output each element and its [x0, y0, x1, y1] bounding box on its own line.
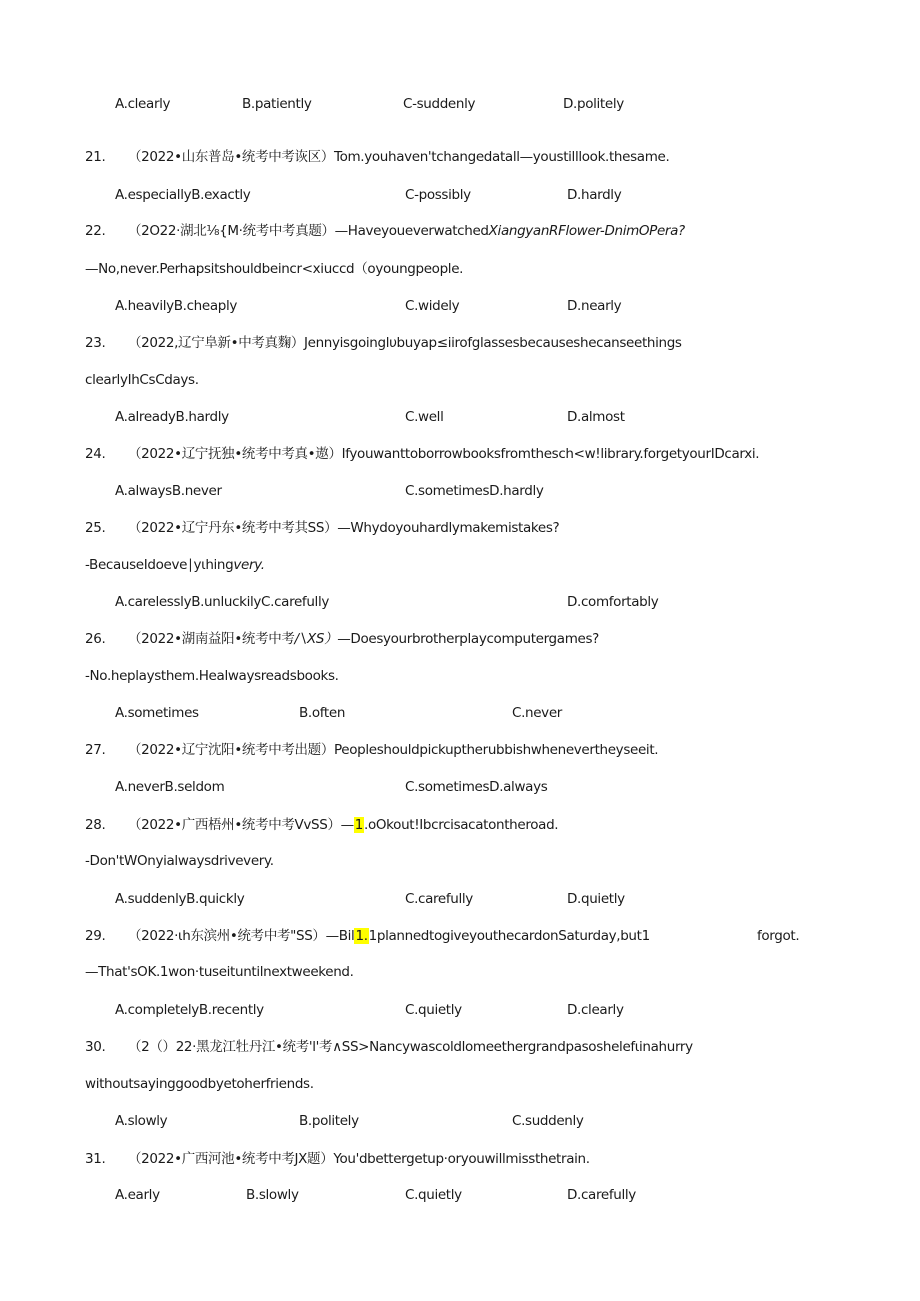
highlight-mark: 1. [355, 928, 368, 944]
question-number: 27. [85, 742, 106, 758]
q22-line-2: —No,never.Perhapsitshouldbeincr<xiuccd（oyoungpeople. [85, 261, 464, 277]
question-stem: （2022•辽宁丹东•统考中考其SS）—Whydoyouhardlymakemistakes? [128, 520, 560, 536]
question-stem: （2022•山东普岛•统考中考诙区）Tom.youhaven'tchangedatall—youstilllook.thesame. [128, 149, 670, 165]
question-stem [128, 222, 685, 240]
question-stem: （2022,辽宁阜新•中考真麴）Jennyisgoinglυbuyap≤iirofglassesbecauseshecanseethings [128, 335, 682, 351]
question-number: 30. [85, 1039, 106, 1055]
q28-option-d: D.quietly [567, 891, 625, 907]
q29-option-d: D.clearly [567, 1002, 624, 1018]
q28-option-ab: A.suddenlyB.quickly [115, 891, 245, 907]
q26-option-a: A.sometimes [115, 705, 199, 721]
q22-option-d: D.nearly [567, 298, 622, 314]
stem-text: （2O22·湖北⅛{M·统考中考真题）—Haveyoueverwatched [128, 223, 489, 239]
question-stem [128, 816, 558, 834]
line-italic: very. [233, 557, 265, 573]
q31-option-b: B.slowly [246, 1187, 299, 1203]
q25-line-2 [85, 556, 265, 574]
question-stem: （2（）22·黑龙江牡丹江•统考'l'考∧SS>Nancywascoldlomeethergrandpasoshelefιinahurry [128, 1039, 693, 1055]
q31-option-a: A.early [115, 1187, 160, 1203]
q25-option-d: D.comfortably [567, 594, 659, 610]
highlight-mark: 1 [354, 817, 364, 833]
stem-text: （2022·ιh东滨州•统考中考"SS）—Bil [128, 928, 355, 944]
q24-option-cd: C.sometimesD.hardly [405, 483, 544, 499]
question-number: 21. [85, 149, 106, 165]
stem-tail: —Doesyourbrotherplaycomputergames? [337, 631, 599, 647]
q20-option-d: D.politely [563, 96, 624, 112]
question-number: 25. [85, 520, 106, 536]
stem-text: （2022•广西梧州•统考中考VvSS）— [128, 817, 354, 833]
q30-option-c: C.suddenly [512, 1113, 584, 1129]
question-number: 23. [85, 335, 106, 351]
q25-option-abc: A.carelesslyB.unluckilyC.carefully [115, 594, 329, 610]
q29-option-ab: A.completelyB.recently [115, 1002, 264, 1018]
q29-option-c: C.quietly [405, 1002, 462, 1018]
q26-option-c: C.never [512, 705, 562, 721]
q23-option-ab: A.alreadyB.hardly [115, 409, 229, 425]
q29-stem-tail: forgot. [757, 928, 800, 944]
q31-option-c: C.quietly [405, 1187, 462, 1203]
q26-option-b: B.often [299, 705, 346, 721]
q30-option-a: A.slowly [115, 1113, 168, 1129]
q27-option-ab: A.neverB.seldom [115, 779, 225, 795]
q20-option-b: B.patiently [242, 96, 312, 112]
q22-option-ab: A.heavilyB.cheaply [115, 298, 238, 314]
q20-option-c: C-suddenly [403, 96, 476, 112]
question-stem [128, 927, 650, 945]
q23-line-2: clearlyIhCsCdays. [85, 372, 199, 388]
q23-option-c: C.well [405, 409, 444, 425]
q20-option-a: A.clearly [115, 96, 171, 112]
q30-line-2: withoutsayinggoodbyetoherfriends. [85, 1076, 314, 1092]
question-stem: （2022•辽宁抚独•统考中考真•遨）Ifyouwanttoborrowbooksfromthesch<w!library.forgetyourIDcarxi. [128, 446, 760, 462]
question-number: 24. [85, 446, 106, 462]
q27-option-cd: C.sometimesD.always [405, 779, 548, 795]
question-number: 29. [85, 928, 106, 944]
q21-option-d: D.hardly [567, 187, 622, 203]
stem-title-italic: XiangyanRFlower-DnimOPera? [488, 223, 685, 239]
q24-option-ab: A.alwaysB.never [115, 483, 222, 499]
q31-option-d: D.carefully [567, 1187, 636, 1203]
question-stem: （2022•广西河池•统考中考JX题）You'dbettergetup·oryouwillmissthetrain. [128, 1151, 590, 1167]
q22-option-c: C.widely [405, 298, 460, 314]
q21-option-c: C-possibly [405, 187, 471, 203]
question-stem: （2022•辽宁沈阳•统考中考出题）Peopleshouldpickuptherubbishwhenevertheyseeit. [128, 742, 659, 758]
line-text: -BecauseIdoeve∣yιhing [85, 557, 234, 573]
stem-rest: 1plannedtogiveyouthecardonSaturday,but1 [368, 928, 650, 944]
question-number: 22. [85, 223, 106, 239]
q21-option-ab: A.especiallyB.exactly [115, 187, 251, 203]
stem-text: （2022•湖南益阳•统考中考 [128, 631, 295, 647]
question-number: 28. [85, 817, 106, 833]
stem-rest: .oOkout!Ibcrcisacatontheroad. [364, 817, 559, 833]
question-number: 26. [85, 631, 106, 647]
stem-italic: ∕∖XS） [294, 631, 338, 647]
question-stem [128, 630, 599, 648]
q29-line-2: —That'sOK.1won·tuseituntilnextweekend. [85, 964, 354, 980]
question-number: 31. [85, 1151, 106, 1167]
q28-line-2: -Don'tWOnyialwaysdrivevery. [85, 853, 274, 869]
q23-option-d: D.almost [567, 409, 625, 425]
q26-line-2: -No.heplaysthem.Healwaysreadsbooks. [85, 668, 339, 684]
q28-option-c: C.carefully [405, 891, 473, 907]
q30-option-b: B.politely [299, 1113, 359, 1129]
